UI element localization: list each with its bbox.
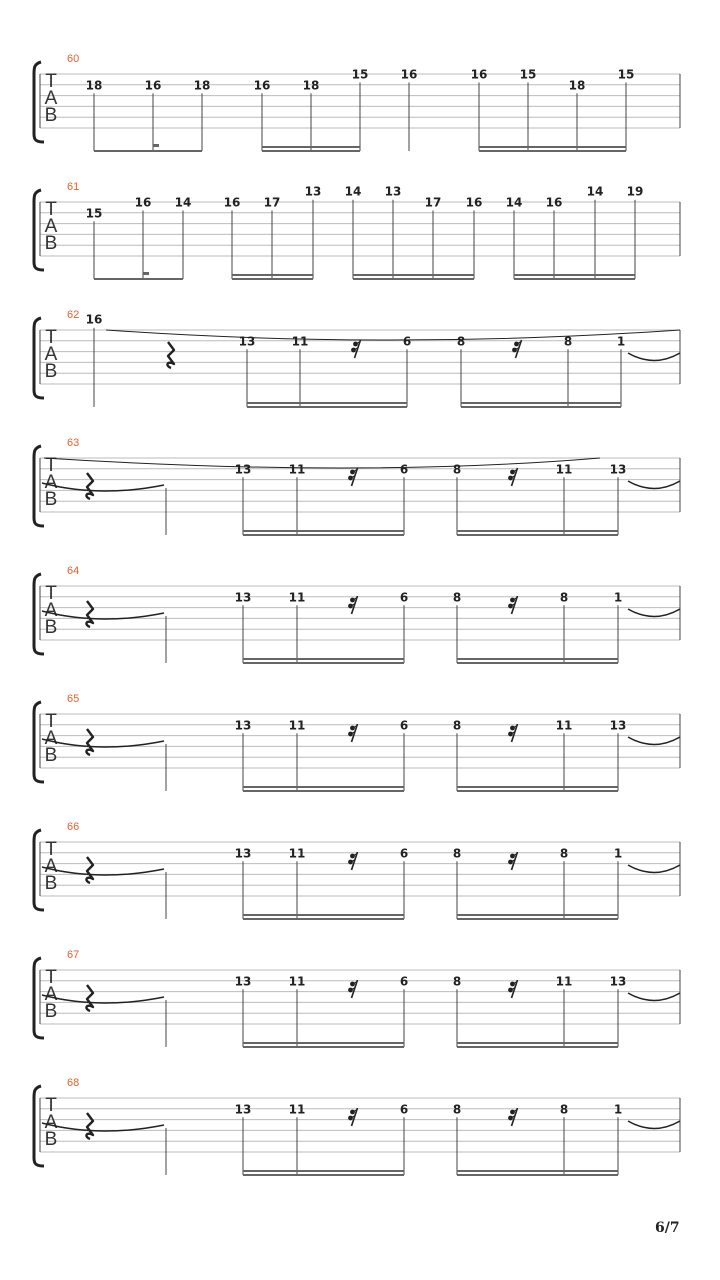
tab-clef-letter: T xyxy=(45,327,57,348)
fret-number: 18 xyxy=(568,78,586,93)
fret-number: 13 xyxy=(234,1102,252,1117)
tie-curve xyxy=(628,353,680,361)
fret-number: 8 xyxy=(452,846,462,861)
tab-clef-letter: A xyxy=(44,728,58,749)
tab-clef-letter: T xyxy=(45,455,57,476)
fret-number: 1 xyxy=(613,846,623,861)
tab-system xyxy=(34,1077,680,1175)
tie-curve xyxy=(628,993,680,1001)
slur-curve xyxy=(44,458,600,468)
measure-number: 65 xyxy=(67,693,80,705)
measure-number: 67 xyxy=(67,949,80,961)
fret-number: 13 xyxy=(234,718,252,733)
fret-number: 11 xyxy=(291,334,309,349)
fret-number: 8 xyxy=(452,462,462,477)
fret-number: 11 xyxy=(555,718,573,733)
tab-clef-letter: T xyxy=(45,199,57,220)
tab-clef-letter: A xyxy=(44,472,58,493)
slur-curve xyxy=(106,330,680,340)
tab-clef-letter: T xyxy=(45,967,57,988)
fret-number: 19 xyxy=(626,184,644,199)
fret-number: 15 xyxy=(519,67,537,82)
fret-number: 16 xyxy=(223,195,241,210)
fret-number: 13 xyxy=(609,718,627,733)
fret-number: 16 xyxy=(545,195,563,210)
measure-number: 60 xyxy=(67,53,80,65)
tab-clef-letter: B xyxy=(44,1129,58,1150)
fret-number: 11 xyxy=(555,462,573,477)
measure-number: 61 xyxy=(67,181,80,193)
tab-clef-letter: A xyxy=(44,344,58,365)
fret-number: 8 xyxy=(559,846,569,861)
fret-number: 16 xyxy=(253,78,271,93)
fret-number: 13 xyxy=(234,590,252,605)
fret-number: 8 xyxy=(452,974,462,989)
fret-number: 13 xyxy=(234,846,252,861)
tie-curve xyxy=(42,739,164,747)
tab-clef-letter: T xyxy=(45,1095,57,1116)
fret-number: 18 xyxy=(85,78,103,93)
fret-number: 18 xyxy=(193,78,211,93)
page-number: 6/7 xyxy=(655,1220,680,1236)
fret-number: 8 xyxy=(559,590,569,605)
tab-clef-letter: B xyxy=(44,489,58,510)
fret-number: 17 xyxy=(424,195,442,210)
tab-clef-letter: A xyxy=(44,984,58,1005)
tab-clef-letter: A xyxy=(44,600,58,621)
tab-system xyxy=(34,821,680,919)
fret-number: 16 xyxy=(465,195,483,210)
fret-number: 16 xyxy=(144,78,162,93)
tab-system xyxy=(34,565,680,663)
tie-curve xyxy=(42,483,164,491)
fret-number: 11 xyxy=(288,718,306,733)
fret-number: 14 xyxy=(505,195,523,210)
fret-number: 14 xyxy=(174,195,192,210)
tab-clef-letter: A xyxy=(44,1112,58,1133)
fret-number: 8 xyxy=(456,334,466,349)
tab-system xyxy=(34,693,680,791)
fret-number: 14 xyxy=(586,184,604,199)
tie-curve xyxy=(628,481,680,489)
tie-curve xyxy=(42,1123,164,1131)
fret-number: 11 xyxy=(288,590,306,605)
fret-number: 11 xyxy=(288,1102,306,1117)
fret-number: 13 xyxy=(234,462,252,477)
tab-clef-letter: B xyxy=(44,361,58,382)
tab-clef-letter: T xyxy=(45,839,57,860)
measure-number: 63 xyxy=(67,437,80,449)
fret-number: 13 xyxy=(609,974,627,989)
fret-number: 6 xyxy=(399,846,409,861)
fret-number: 8 xyxy=(563,334,573,349)
fret-number: 6 xyxy=(402,334,412,349)
fret-number: 13 xyxy=(304,184,322,199)
tab-system xyxy=(34,437,680,535)
fret-number: 1 xyxy=(613,1102,623,1117)
tie-curve xyxy=(628,865,680,873)
fret-number: 8 xyxy=(559,1102,569,1117)
tab-system xyxy=(34,949,680,1047)
tie-curve xyxy=(42,611,164,619)
tab-clef-letter: B xyxy=(44,105,58,126)
fret-number: 1 xyxy=(616,334,626,349)
fret-number: 11 xyxy=(555,974,573,989)
tab-clef-letter: T xyxy=(45,711,57,732)
fret-number: 13 xyxy=(384,184,402,199)
fret-number: 11 xyxy=(288,974,306,989)
measure-number: 68 xyxy=(67,1077,80,1089)
tab-system xyxy=(34,53,680,151)
tie-curve xyxy=(42,995,164,1003)
fret-number: 6 xyxy=(399,462,409,477)
fret-number: 13 xyxy=(609,462,627,477)
tie-curve xyxy=(628,737,680,745)
fret-number: 6 xyxy=(399,718,409,733)
tab-system xyxy=(34,181,680,279)
fret-number: 8 xyxy=(452,590,462,605)
tie-curve xyxy=(42,867,164,875)
fret-number: 6 xyxy=(399,974,409,989)
fret-number: 15 xyxy=(85,206,103,221)
tab-clef-letter: B xyxy=(44,1001,58,1022)
tab-clef-letter: A xyxy=(44,856,58,877)
fret-number: 13 xyxy=(238,334,256,349)
fret-number: 1 xyxy=(613,590,623,605)
tab-system xyxy=(34,309,680,407)
fret-number: 16 xyxy=(470,67,488,82)
measure-number: 64 xyxy=(67,565,80,577)
tab-clef-letter: A xyxy=(44,216,58,237)
measure-number: 66 xyxy=(67,821,80,833)
tab-clef-letter: B xyxy=(44,873,58,894)
fret-number: 16 xyxy=(134,195,152,210)
tie-curve xyxy=(628,609,680,617)
tab-clef-letter: A xyxy=(44,88,58,109)
fret-number: 6 xyxy=(399,1102,409,1117)
fret-number: 14 xyxy=(344,184,362,199)
tab-clef-letter: B xyxy=(44,745,58,766)
fret-number: 11 xyxy=(288,462,306,477)
tab-clef-letter: B xyxy=(44,617,58,638)
measure-number: 62 xyxy=(67,309,80,321)
fret-number: 11 xyxy=(288,846,306,861)
tie-curve xyxy=(628,1121,680,1129)
fret-number: 13 xyxy=(234,974,252,989)
tab-clef-letter: B xyxy=(44,233,58,254)
fret-number: 15 xyxy=(617,67,635,82)
fret-number: 15 xyxy=(351,67,369,82)
tab-clef-letter: T xyxy=(45,71,57,92)
fret-number: 16 xyxy=(400,67,418,82)
fret-number: 16 xyxy=(85,312,103,327)
fret-number: 17 xyxy=(263,195,281,210)
fret-number: 18 xyxy=(302,78,320,93)
tab-clef-letter: T xyxy=(45,583,57,604)
fret-number: 6 xyxy=(399,590,409,605)
fret-number: 8 xyxy=(452,718,462,733)
fret-number: 8 xyxy=(452,1102,462,1117)
